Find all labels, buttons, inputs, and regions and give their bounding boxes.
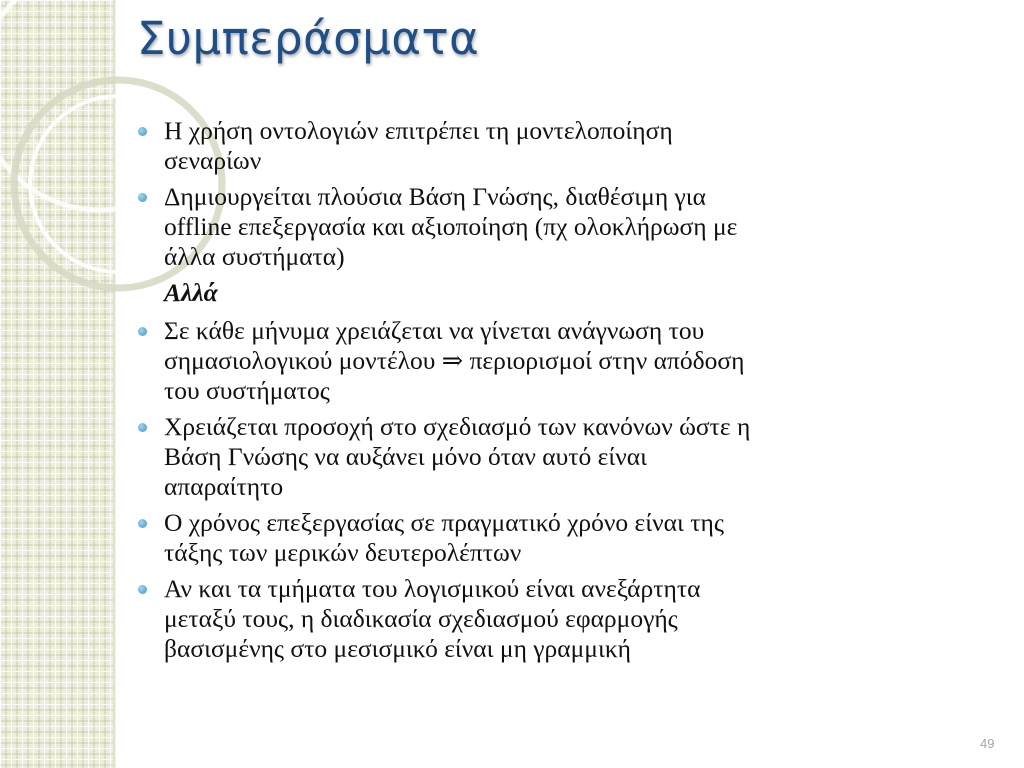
bullet-item bbox=[130, 508, 1000, 568]
bullet-dot-icon bbox=[138, 327, 147, 336]
panel-divider bbox=[113, 0, 116, 768]
emphasis-line bbox=[130, 278, 1000, 308]
text-line: Αλλά bbox=[164, 278, 218, 307]
bullet-item bbox=[130, 574, 1000, 664]
slide-content bbox=[130, 116, 1000, 670]
text-line: σημασιολογικού μοντέλου ⇒ περιορισμοί στην απόδοση bbox=[164, 346, 745, 375]
bullet-item bbox=[130, 116, 1000, 176]
bullet-dot-icon bbox=[138, 193, 147, 202]
text-line: του συστήματος bbox=[164, 376, 330, 405]
decorative-grid-panel bbox=[0, 0, 113, 768]
bullet-item bbox=[130, 182, 1000, 272]
text-line: άλλα συστήματα) bbox=[164, 242, 345, 271]
bullet-dot-icon bbox=[138, 127, 147, 136]
text-line: Αν και τα τμήματα του λογισμικού είναι ανεξάρτητα bbox=[164, 574, 701, 603]
page-number: 49 bbox=[980, 736, 995, 751]
text-line: Δημιουργείται πλούσια Βάση Γνώσης, διαθέσιμη για bbox=[164, 182, 707, 211]
bullet-item bbox=[130, 412, 1000, 502]
bullet-dot-icon bbox=[138, 585, 147, 594]
text-line: μεταξύ τους, η διαδικασία σχεδιασμού εφαρμογής bbox=[164, 604, 678, 633]
bullet-dot-icon bbox=[138, 519, 147, 528]
slide-title: Συμπεράσματα bbox=[137, 12, 480, 65]
text-line: απαραίτητο bbox=[164, 472, 284, 501]
text-line: Ο χρόνος επεξεργασίας σε πραγματικό χρόνο είναι της bbox=[164, 508, 724, 537]
text-line: βασισμένης στο μεσισμικό είναι μη γραμμική bbox=[164, 634, 632, 663]
text-line: Βάση Γνώσης να αυξάνει μόνο όταν αυτό είναι bbox=[164, 442, 647, 471]
text-line: σεναρίων bbox=[164, 146, 262, 175]
text-line: offline επεξεργασία και αξιοποίηση (πχ ολοκλήρωση με bbox=[164, 212, 738, 241]
text-line: Χρειάζεται προσοχή στο σχεδιασμό των κανόνων ώστε η bbox=[164, 412, 751, 441]
bullet-dot-icon bbox=[138, 423, 147, 432]
bullet-item bbox=[130, 316, 1000, 406]
text-line: Σε κάθε μήνυμα χρειάζεται να γίνεται ανάγνωση του bbox=[164, 316, 705, 345]
text-line: τάξης των μερικών δευτερολέπτων bbox=[164, 538, 522, 567]
text-line: Η χρήση οντολογιών επιτρέπει τη μοντελοποίηση bbox=[164, 116, 673, 145]
